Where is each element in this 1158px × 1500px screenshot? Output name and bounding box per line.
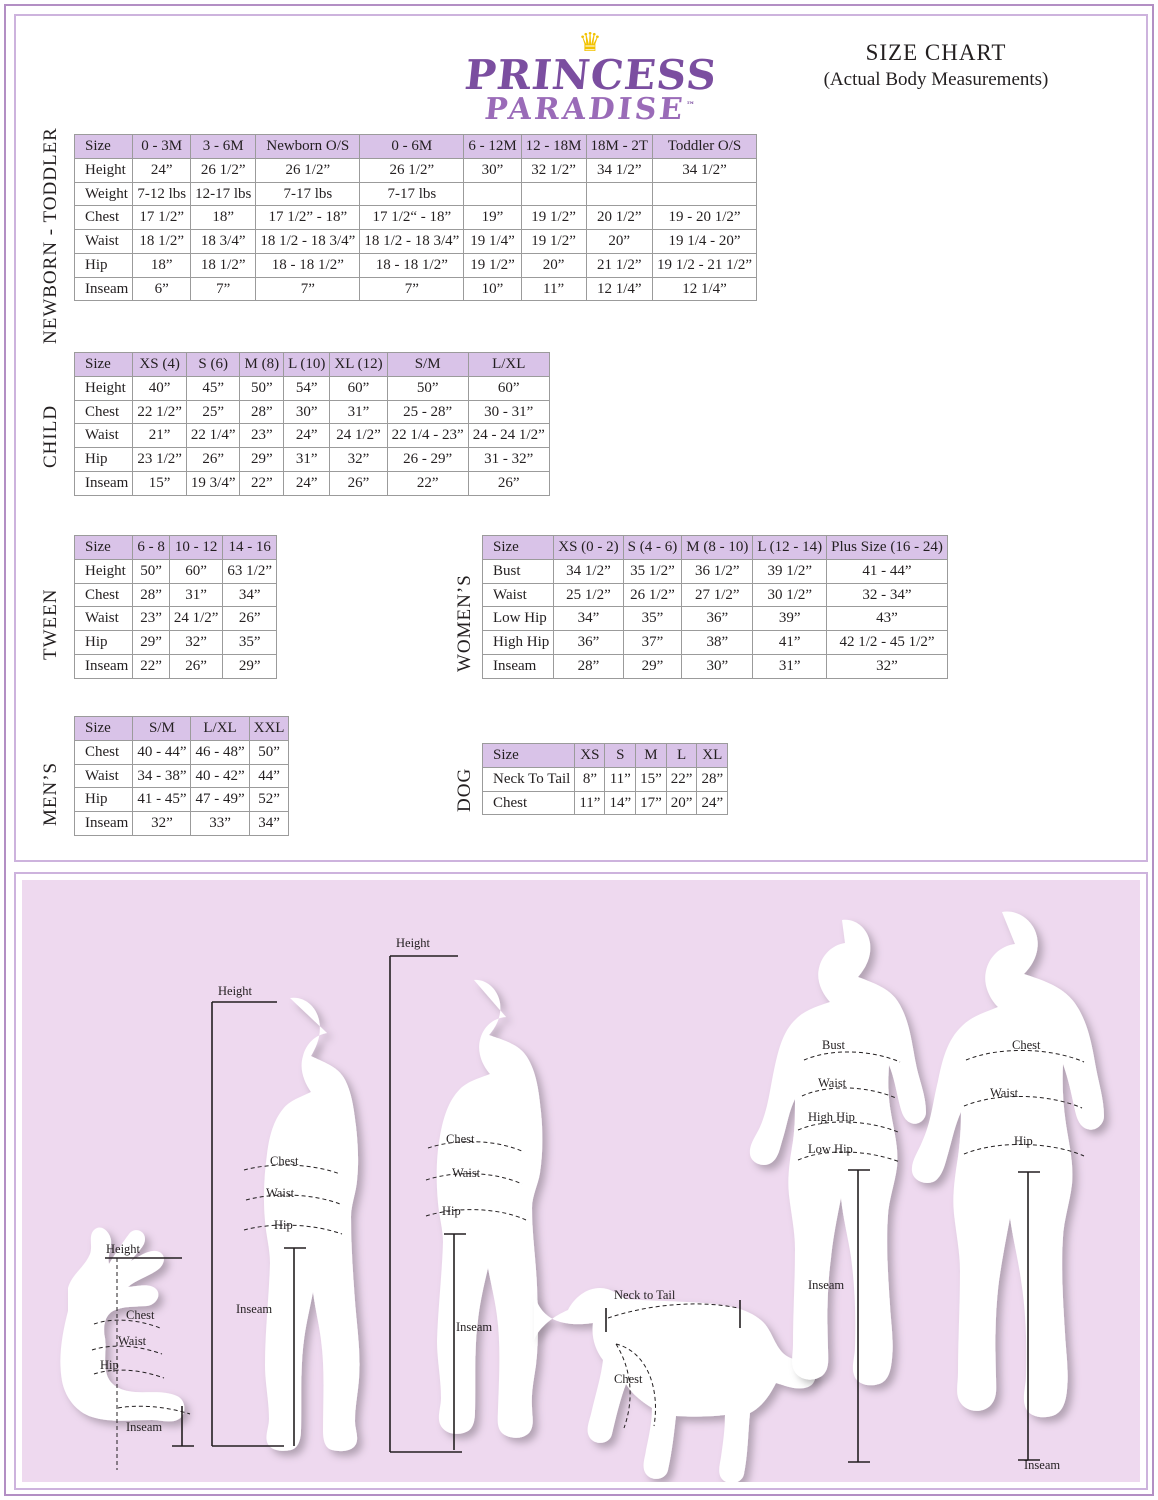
table-cell: 34 1/2” [554, 559, 623, 583]
table-cell: 38” [682, 631, 753, 655]
table-row [75, 740, 289, 764]
label-baby-inseam: Inseam [126, 1420, 163, 1434]
table-cell: 19 1/4” [464, 230, 521, 254]
table-cell: 50” [249, 740, 289, 764]
table-row [75, 424, 550, 448]
table-row [75, 277, 757, 301]
table-cell: 31” [169, 583, 223, 607]
label-woman-low-hip: Low Hip [808, 1142, 853, 1156]
chart-title-sub: (Actual Body Measurements) [823, 69, 1049, 90]
column-header: M (8) [240, 353, 284, 377]
column-header: S/M [133, 717, 191, 741]
table-cell: 28” [554, 654, 623, 678]
table-cell: 24” [284, 424, 330, 448]
table-row [75, 812, 289, 836]
table-cell: 26” [223, 607, 277, 631]
table-cell: 24” [284, 471, 330, 495]
table-cell: 30” [464, 158, 521, 182]
row-label: Chest [75, 400, 133, 424]
table-cell: 34” [249, 812, 289, 836]
label-man-chest: Chest [1012, 1038, 1041, 1052]
table-cell: 31” [284, 448, 330, 472]
label-man-waist: Waist [990, 1086, 1019, 1100]
column-header: S/M [387, 353, 468, 377]
table-cell: 12 1/4” [653, 277, 757, 301]
table-cell: 11” [575, 791, 605, 815]
table-cell: 43” [827, 607, 948, 631]
row-label: Neck To Tail [483, 767, 575, 791]
figures-canvas [22, 880, 1140, 1482]
table-cell: 15” [133, 471, 187, 495]
column-header: XS (0 - 2) [554, 536, 623, 560]
table-cell: 26 1/2” [623, 583, 682, 607]
table-row [75, 583, 277, 607]
table-cell: 33” [191, 812, 249, 836]
table-cell: 46 - 48” [191, 740, 249, 764]
table-cell: 35” [623, 607, 682, 631]
column-header: 0 - 3M [133, 135, 191, 159]
table-row [75, 654, 277, 678]
table-cell: 19 1/2 - 21 1/2” [653, 253, 757, 277]
table-row [75, 206, 757, 230]
row-label: Bust [483, 559, 554, 583]
table-cell: 19 1/2” [521, 230, 586, 254]
column-header: XL (12) [330, 353, 387, 377]
table-cell: 18 1/2” [133, 230, 191, 254]
table-cell: 30 - 31” [468, 400, 549, 424]
table-cell: 7-17 lbs [360, 182, 464, 206]
table-cell: 32 1/2” [521, 158, 586, 182]
table-cell: 21 1/2” [586, 253, 653, 277]
label-tween-inseam: Inseam [456, 1320, 493, 1334]
table-cell [653, 182, 757, 206]
table-cell: 22” [387, 471, 468, 495]
column-header: Size [75, 536, 133, 560]
label-dog-chest: Chest [614, 1372, 643, 1386]
label-girl-waist: Waist [266, 1186, 295, 1200]
figure-dog-silhouette [534, 1288, 815, 1482]
table-cell: 50” [387, 376, 468, 400]
table-cell: 15” [636, 767, 667, 791]
table-cell: 26” [468, 471, 549, 495]
table-cell: 20 1/2” [586, 206, 653, 230]
table-cell: 29” [133, 631, 170, 655]
table-cell: 30” [284, 400, 330, 424]
table-cell: 41 - 45” [133, 788, 191, 812]
row-label: High Hip [483, 631, 554, 655]
column-header: 12 - 18M [521, 135, 586, 159]
column-header: 3 - 6M [191, 135, 256, 159]
size-chart-panel [14, 14, 1148, 862]
table-cell: 21” [133, 424, 187, 448]
group-label-newborn-toddler: NEWBORN - TODDLER [40, 127, 61, 344]
column-header: M (8 - 10) [682, 536, 753, 560]
row-label: Hip [75, 788, 133, 812]
figure-man-silhouette [912, 912, 1104, 1418]
table-cell: 26 - 29” [387, 448, 468, 472]
column-header: S [605, 744, 636, 768]
table-row [75, 376, 550, 400]
table-cell: 34 1/2” [586, 158, 653, 182]
table-cell: 18 - 18 1/2” [360, 253, 464, 277]
table-cell: 7-17 lbs [256, 182, 360, 206]
table-cell: 54” [284, 376, 330, 400]
table-cell: 41 - 44” [827, 559, 948, 583]
table-cell: 6” [133, 277, 191, 301]
table-row [75, 158, 757, 182]
table-row [483, 583, 948, 607]
table-cell: 39 1/2” [753, 559, 827, 583]
label-tween-hip: Hip [442, 1204, 461, 1218]
table-cell: 26 1/2” [191, 158, 256, 182]
column-header: M [636, 744, 667, 768]
table-cell: 19 - 20 1/2” [653, 206, 757, 230]
table-cell: 28” [133, 583, 170, 607]
column-header: Size [75, 717, 133, 741]
table-cell: 23 1/2” [133, 448, 187, 472]
table-cell: 50” [133, 559, 170, 583]
table-row [75, 788, 289, 812]
table-row [75, 230, 757, 254]
row-label: Low Hip [483, 607, 554, 631]
group-label-mens: MEN’S [40, 761, 61, 827]
row-label: Hip [75, 448, 133, 472]
table-cell: 12 1/4” [586, 277, 653, 301]
column-header: XS [575, 744, 605, 768]
table-row [75, 448, 550, 472]
table-cell: 20” [586, 230, 653, 254]
row-label: Waist [483, 583, 554, 607]
table-row [483, 559, 948, 583]
label-baby-hip: Hip [100, 1358, 119, 1372]
column-header: 14 - 16 [223, 536, 277, 560]
row-label: Hip [75, 253, 133, 277]
table-cell: 26 1/2” [256, 158, 360, 182]
table-cell: 20” [666, 791, 697, 815]
crown-icon: ♛ [578, 28, 604, 57]
table-cell: 27 1/2” [682, 583, 753, 607]
table-row [75, 764, 289, 788]
table-cell: 22 1/4” [186, 424, 240, 448]
table-cell: 25 - 28” [387, 400, 468, 424]
table-cell: 14” [605, 791, 636, 815]
row-label: Height [75, 376, 133, 400]
row-label: Height [75, 559, 133, 583]
label-tween-height: Height [396, 936, 431, 950]
label-man-inseam: Inseam [1024, 1458, 1061, 1472]
row-label: Height [75, 158, 133, 182]
table-cell: 18 1/2 - 18 3/4” [360, 230, 464, 254]
column-header: L [666, 744, 697, 768]
table-cell [521, 182, 586, 206]
trademark-mark: ™ [685, 100, 699, 111]
table-cell: 26” [169, 654, 223, 678]
row-label: Waist [75, 607, 133, 631]
table-cell: 19 3/4” [186, 471, 240, 495]
column-header: Plus Size (16 - 24) [827, 536, 948, 560]
table-cell: 52” [249, 788, 289, 812]
table-cell: 20” [521, 253, 586, 277]
row-label: Inseam [75, 812, 133, 836]
label-man-hip: Hip [1014, 1134, 1033, 1148]
group-label-dog: DOG [454, 767, 475, 813]
brand-logo [441, 28, 741, 127]
row-label: Hip [75, 631, 133, 655]
table-cell: 32 - 34” [827, 583, 948, 607]
column-header: XL [697, 744, 728, 768]
label-dog-neck-to-tail: Neck to Tail [614, 1288, 676, 1302]
table-cell: 36” [554, 631, 623, 655]
table-cell: 10” [464, 277, 521, 301]
table-row [483, 607, 948, 631]
table-cell: 32” [169, 631, 223, 655]
group-label-tween: TWEEN [40, 588, 61, 660]
table-cell: 26 1/2” [360, 158, 464, 182]
table-cell: 35” [223, 631, 277, 655]
table-cell: 35 1/2” [623, 559, 682, 583]
table-cell: 32” [827, 654, 948, 678]
row-label: Inseam [75, 277, 133, 301]
table-cell: 28” [697, 767, 728, 791]
row-label: Weight [75, 182, 133, 206]
label-woman-bust: Bust [822, 1038, 845, 1052]
table-cell: 41” [753, 631, 827, 655]
table-cell: 17 1/2“ - 18” [360, 206, 464, 230]
table-cell: 22” [240, 471, 284, 495]
table-cell: 26” [330, 471, 387, 495]
table-cell: 18 1/2” [191, 253, 256, 277]
table-cell: 31 - 32” [468, 448, 549, 472]
table-cell: 24 - 24 1/2” [468, 424, 549, 448]
table-cell: 22 1/2” [133, 400, 187, 424]
row-label: Inseam [75, 471, 133, 495]
column-header: S (4 - 6) [623, 536, 682, 560]
table-cell: 7” [256, 277, 360, 301]
column-header: 6 - 12M [464, 135, 521, 159]
table-cell: 23” [240, 424, 284, 448]
table-row [483, 631, 948, 655]
brand-line1: PRINCESS [462, 51, 720, 99]
label-woman-high-hip: High Hip [808, 1110, 855, 1124]
label-girl-chest: Chest [270, 1154, 299, 1168]
row-label: Waist [75, 424, 133, 448]
label-girl-hip: Hip [274, 1218, 293, 1232]
column-header: 10 - 12 [169, 536, 223, 560]
table-newborn-toddler [74, 134, 757, 301]
table-cell: 40 - 44” [133, 740, 191, 764]
table-cell: 50” [240, 376, 284, 400]
table-mens [74, 716, 289, 836]
table-cell: 32” [330, 448, 387, 472]
label-woman-waist: Waist [818, 1076, 847, 1090]
label-girl-height: Height [218, 984, 253, 998]
table-cell: 7-12 lbs [133, 182, 191, 206]
table-cell: 60” [330, 376, 387, 400]
table-row [483, 767, 728, 791]
table-cell: 37” [623, 631, 682, 655]
table-cell: 36 1/2” [682, 559, 753, 583]
table-cell: 40” [133, 376, 187, 400]
table-cell: 40 - 42” [191, 764, 249, 788]
table-cell: 17 1/2” - 18” [256, 206, 360, 230]
column-header: L (10) [284, 353, 330, 377]
table-cell: 23” [133, 607, 170, 631]
table-cell: 29” [623, 654, 682, 678]
table-row [75, 607, 277, 631]
column-header: 6 - 8 [133, 536, 170, 560]
table-cell: 11” [521, 277, 586, 301]
column-header: L (12 - 14) [753, 536, 827, 560]
column-header: Size [75, 353, 133, 377]
table-cell: 24 1/2” [330, 424, 387, 448]
table-cell: 19 1/2” [464, 253, 521, 277]
column-header: 18M - 2T [586, 135, 653, 159]
table-cell: 30 1/2” [753, 583, 827, 607]
figures-illustration [22, 880, 1140, 1482]
label-baby-waist: Waist [118, 1334, 147, 1348]
table-cell: 32” [133, 812, 191, 836]
table-cell: 34 - 38” [133, 764, 191, 788]
label-tween-waist: Waist [452, 1166, 481, 1180]
table-cell: 17 1/2” [133, 206, 191, 230]
table-cell: 45” [186, 376, 240, 400]
page-frame [4, 4, 1154, 1496]
table-cell: 19 1/2” [521, 206, 586, 230]
table-cell: 19” [464, 206, 521, 230]
row-label: Waist [75, 230, 133, 254]
table-dog [482, 743, 728, 815]
table-row [75, 631, 277, 655]
table-cell: 22” [666, 767, 697, 791]
group-label-child: CHILD [40, 404, 61, 468]
table-row [75, 182, 757, 206]
column-header: 0 - 6M [360, 135, 464, 159]
column-header: XS (4) [133, 353, 187, 377]
row-label: Waist [75, 764, 133, 788]
table-cell: 28” [240, 400, 284, 424]
table-cell: 42 1/2 - 45 1/2” [827, 631, 948, 655]
table-cell: 63 1/2” [223, 559, 277, 583]
page-title [756, 40, 1116, 91]
table-cell: 18 - 18 1/2” [256, 253, 360, 277]
table-cell: 44” [249, 764, 289, 788]
label-woman-inseam: Inseam [808, 1278, 845, 1292]
table-cell: 18 3/4” [191, 230, 256, 254]
table-row [75, 400, 550, 424]
table-cell [464, 182, 521, 206]
table-row [75, 253, 757, 277]
table-row [75, 471, 550, 495]
table-cell: 39” [753, 607, 827, 631]
column-header: Size [483, 536, 554, 560]
table-cell: 60” [169, 559, 223, 583]
column-header: S (6) [186, 353, 240, 377]
table-cell: 36” [682, 607, 753, 631]
label-girl-inseam: Inseam [236, 1302, 273, 1316]
table-cell: 18” [191, 206, 256, 230]
table-cell: 18” [133, 253, 191, 277]
table-cell: 24” [697, 791, 728, 815]
table-cell: 11” [605, 767, 636, 791]
table-cell: 24” [133, 158, 191, 182]
row-label: Chest [75, 740, 133, 764]
table-row [483, 791, 728, 815]
table-cell: 7” [360, 277, 464, 301]
table-child [74, 352, 550, 496]
table-cell: 22 1/4 - 23” [387, 424, 468, 448]
table-cell: 17” [636, 791, 667, 815]
table-cell: 25” [186, 400, 240, 424]
chart-title-main: SIZE CHART [865, 40, 1007, 65]
row-label: Chest [75, 583, 133, 607]
table-cell [586, 182, 653, 206]
table-cell: 7” [191, 277, 256, 301]
column-header: Toddler O/S [653, 135, 757, 159]
table-cell: 22” [133, 654, 170, 678]
group-label-womens: WOMEN’S [454, 574, 475, 672]
table-cell: 8” [575, 767, 605, 791]
column-header: L/XL [191, 717, 249, 741]
table-row [75, 559, 277, 583]
row-label: Chest [75, 206, 133, 230]
table-row [483, 654, 948, 678]
table-womens [482, 535, 948, 679]
table-cell: 30” [682, 654, 753, 678]
row-label: Chest [483, 791, 575, 815]
table-cell: 47 - 49” [191, 788, 249, 812]
table-cell: 34 1/2” [653, 158, 757, 182]
table-cell: 26” [186, 448, 240, 472]
column-header: Size [75, 135, 133, 159]
table-cell: 25 1/2” [554, 583, 623, 607]
row-label: Inseam [75, 654, 133, 678]
row-label: Inseam [483, 654, 554, 678]
table-cell: 34” [554, 607, 623, 631]
table-cell: 24 1/2” [169, 607, 223, 631]
table-cell: 31” [330, 400, 387, 424]
table-cell: 29” [240, 448, 284, 472]
table-cell: 18 1/2 - 18 3/4” [256, 230, 360, 254]
label-baby-height: Height [106, 1242, 141, 1256]
column-header: Newborn O/S [256, 135, 360, 159]
column-header: Size [483, 744, 575, 768]
table-cell: 19 1/4 - 20” [653, 230, 757, 254]
table-cell: 29” [223, 654, 277, 678]
label-tween-chest: Chest [446, 1132, 475, 1146]
column-header: L/XL [468, 353, 549, 377]
table-cell: 60” [468, 376, 549, 400]
label-baby-chest: Chest [126, 1308, 155, 1322]
table-tween [74, 535, 277, 679]
table-cell: 31” [753, 654, 827, 678]
column-header: XXL [249, 717, 289, 741]
table-cell: 34” [223, 583, 277, 607]
measurement-figures-panel [14, 872, 1148, 1490]
table-cell: 12-17 lbs [191, 182, 256, 206]
brand-line2: PARADISE™ [482, 91, 699, 127]
